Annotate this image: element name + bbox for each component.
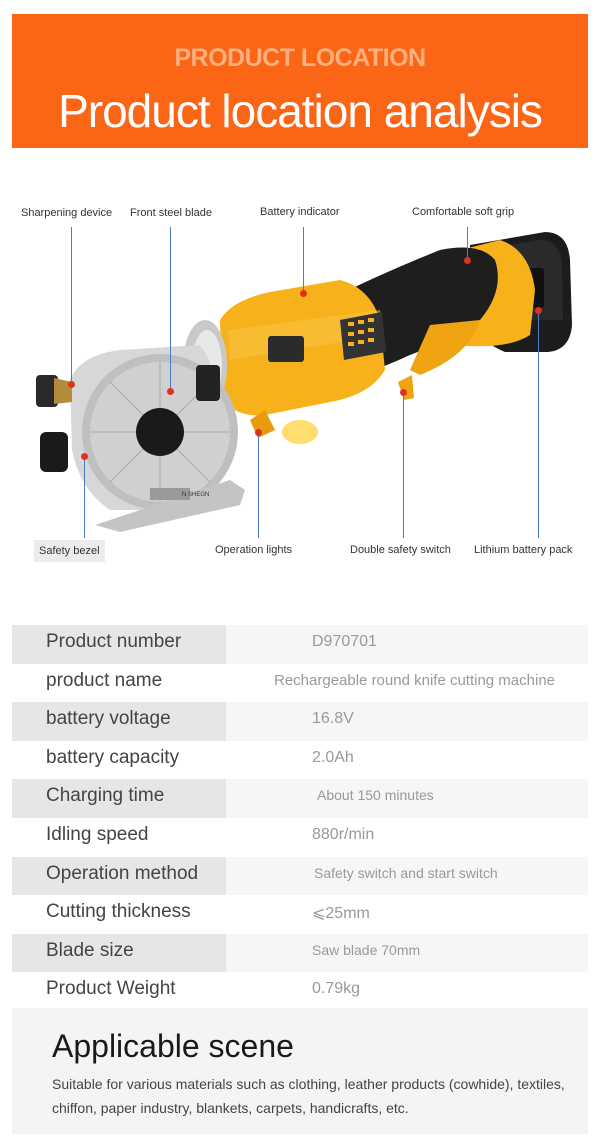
- callout-dot-battery-pack: [535, 307, 542, 314]
- callout-dot-soft-grip: [464, 257, 471, 264]
- spec-row: [12, 972, 588, 1011]
- spec-row: [12, 895, 588, 934]
- callout-dot-double-switch: [400, 389, 407, 396]
- spec-row: [12, 741, 588, 780]
- spec-row: [12, 857, 588, 896]
- callout-line-front-blade: [170, 227, 171, 393]
- callout-line-battery-pack: [538, 310, 539, 538]
- spec-value: 0.79kg: [312, 980, 361, 998]
- spec-row: [12, 934, 588, 973]
- header-banner: [12, 14, 588, 148]
- spec-label: Product number: [46, 631, 182, 652]
- callout-line-operation-lights: [258, 432, 259, 538]
- callout-front-blade: Front steel blade: [130, 207, 212, 219]
- spec-label: battery capacity: [46, 746, 180, 768]
- spec-value: 880r/min: [312, 825, 375, 843]
- spec-value: Safety switch and start switch: [314, 864, 498, 881]
- scene-description: Suitable for various materials such as clothing, leather products (cowhide), textiles, chiffon, paper industry, blankets, carpets, handicrafts, etc.: [52, 1076, 565, 1116]
- spec-value: Rechargeable round knife cutting machine: [274, 671, 556, 689]
- callout-sharpening: Sharpening device: [21, 207, 113, 219]
- spec-row: [12, 818, 588, 857]
- applicable-scene-panel: [12, 1008, 588, 1134]
- spec-row: [12, 779, 588, 818]
- spec-value: 2.0Ah: [312, 748, 354, 766]
- spec-label: Operation method: [46, 862, 199, 884]
- scene-title: Applicable scene: [52, 1028, 294, 1064]
- spec-label: Cutting thickness: [46, 901, 191, 923]
- spec-label: Blade size: [46, 939, 134, 961]
- product-illustration: [0, 170, 600, 580]
- header-title: Product location analysis: [58, 85, 542, 137]
- spec-row: [12, 664, 588, 703]
- spec-value: ⩽25mm: [312, 905, 370, 923]
- spec-label: battery voltage: [46, 708, 171, 730]
- callout-line-safety-bezel: [84, 455, 85, 538]
- callout-battery-indicator: Battery indicator: [260, 206, 340, 218]
- callout-double-switch: Double safety switch: [350, 544, 451, 556]
- product-figure: [0, 170, 600, 580]
- callout-safety-bezel: Safety bezel: [34, 540, 105, 562]
- spec-label: Idling speed: [46, 823, 149, 845]
- callout-soft-grip: Comfortable soft grip: [412, 206, 515, 218]
- spec-label: product name: [46, 669, 163, 691]
- callout-line-battery-indicator: [303, 227, 304, 294]
- spec-label: Product Weight: [46, 978, 176, 1000]
- spec-value: 16.8V: [312, 710, 354, 728]
- spec-value: D970701: [312, 633, 377, 650]
- spec-value: About 150 minutes: [317, 787, 434, 804]
- callout-line-sharpening: [71, 227, 72, 385]
- spec-value: Saw blade 70mm: [312, 941, 421, 958]
- callout-dot-front-blade: [167, 388, 174, 395]
- header-subtitle: PRODUCT LOCATION: [174, 44, 426, 72]
- spec-row: [12, 625, 588, 664]
- callout-battery-pack: Lithium battery pack: [474, 544, 573, 556]
- spec-label: Charging time: [46, 785, 165, 807]
- callout-dot-operation-lights: [255, 429, 262, 436]
- callout-dot-battery-indicator: [300, 290, 307, 297]
- callout-operation-lights: Operation lights: [215, 544, 293, 556]
- callout-dot-safety-bezel: [81, 453, 88, 460]
- callout-line-double-switch: [403, 392, 404, 538]
- spec-table: [12, 625, 588, 1011]
- callout-line-soft-grip: [467, 227, 468, 260]
- brand-mark: N SHEGN: [182, 492, 210, 498]
- callout-dot-sharpening: [68, 381, 75, 388]
- spec-row: [12, 702, 588, 741]
